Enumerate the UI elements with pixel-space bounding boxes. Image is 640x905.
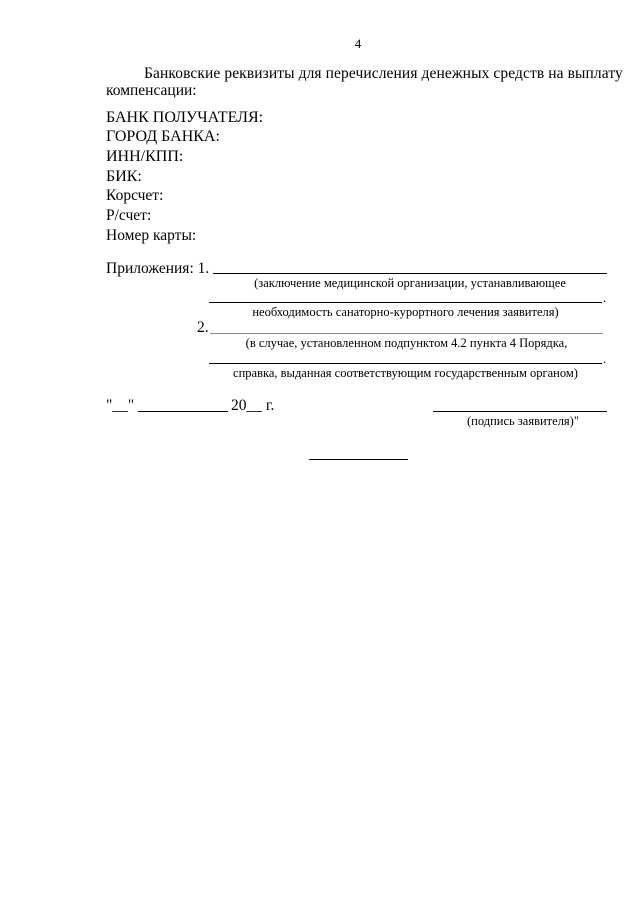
field-inn-kpp: ИНН/КПП:	[106, 148, 184, 165]
attachment-2-period: .	[603, 351, 607, 366]
field-rschet: Р/счет:	[106, 207, 152, 224]
attachment-2-line	[210, 333, 603, 334]
end-divider	[309, 459, 408, 460]
attachment-2-caption-1: (в случае, установленном подпунктом 4.2 пункта 4 Порядка,	[245, 336, 568, 350]
signature-caption: (подпись заявителя)"	[467, 414, 579, 428]
attachment-2-number: 2.	[197, 319, 209, 336]
field-bik: БИК:	[106, 168, 142, 185]
attachment-2-line-2	[209, 363, 602, 364]
intro-line-2: компенсации:	[106, 82, 197, 99]
attachment-1-line-2	[209, 302, 602, 303]
attachment-2-caption-2: справка, выданная соответствующим государственным органом)	[233, 366, 578, 380]
date-month-line	[138, 411, 228, 412]
date-day: "__"	[106, 397, 135, 414]
attachment-1-line	[213, 273, 607, 274]
page-number: 4	[354, 36, 362, 51]
attachments-label: Приложения: 1.	[106, 260, 210, 277]
field-bank-recipient: БАНК ПОЛУЧАТЕЛЯ:	[106, 109, 264, 126]
field-bank-city: ГОРОД БАНКА:	[106, 128, 220, 145]
attachment-1-caption-2: необходимость санаторно-курортного лечения заявителя)	[252, 305, 559, 319]
attachment-1-period: .	[603, 290, 607, 305]
field-card-number: Номер карты:	[106, 227, 197, 244]
field-korschet: Корсчет:	[106, 187, 164, 204]
date-year: 20__ г.	[231, 397, 275, 414]
intro-line-1: Банковские реквизиты для перечисления денежных средств на выплату	[144, 65, 623, 82]
attachment-1-caption-1: (заключение медицинской организации, устанавливающее	[254, 276, 566, 290]
signature-line	[433, 411, 607, 412]
